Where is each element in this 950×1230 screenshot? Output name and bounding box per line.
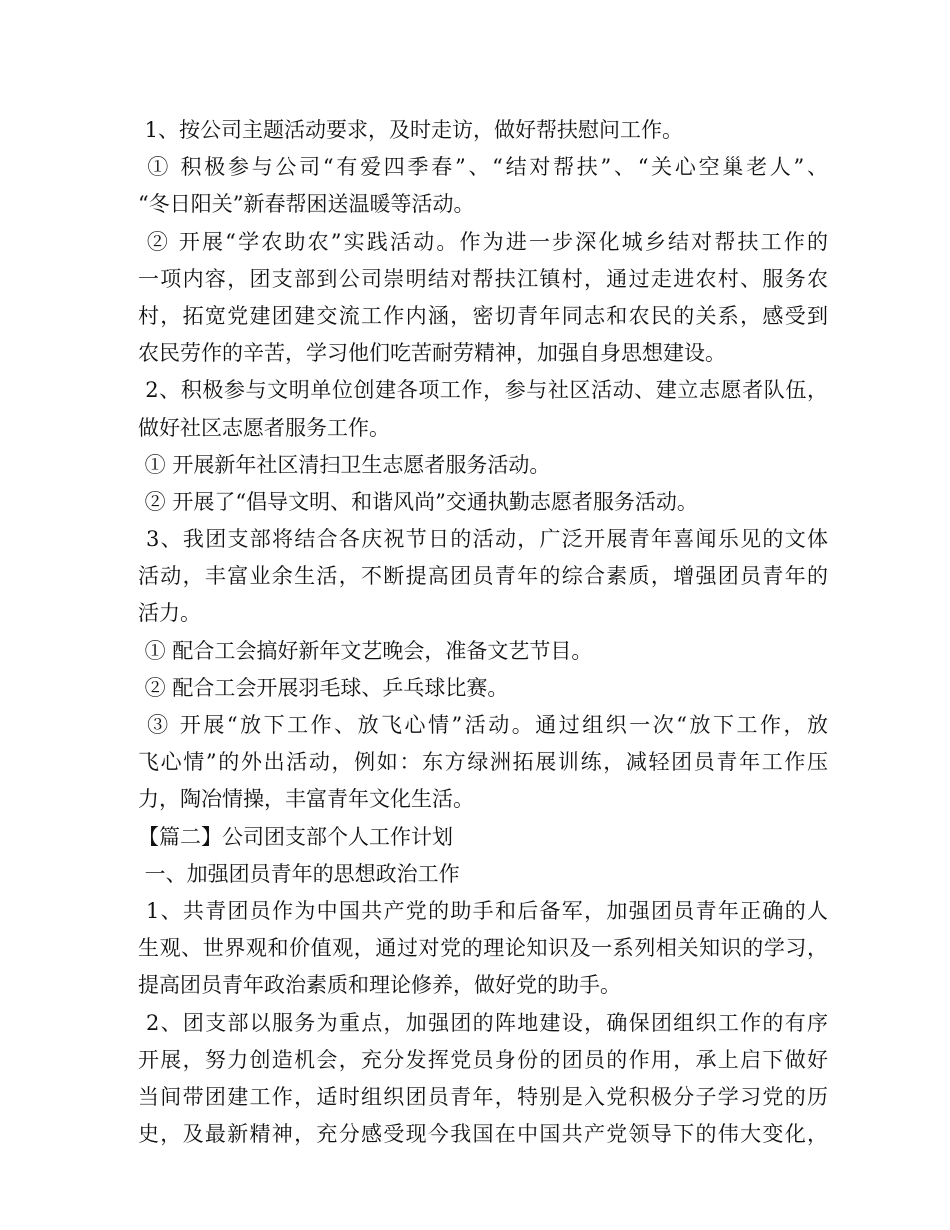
text-line: 1、按公司主题活动要求，及时走访，做好帮扶慰问工作。 <box>138 118 684 142</box>
text-line: 村，拓宽党建团建交流工作内涵，密切青年同志和农民的关系，感受到 <box>138 303 828 328</box>
text-line: 生观、世界观和价值观，通过对党的理论知识及一系列相关知识的学习， <box>138 936 828 961</box>
text-line: 史，及最新精神，充分感受现今我国在中国共产党领导下的伟大变化， <box>138 1122 828 1147</box>
text-line: 1、共青团员作为中国共产党的助手和后备军，加强团员青年正确的人 <box>138 898 828 923</box>
text-line: 活力。 <box>138 601 201 626</box>
section-heading: 【篇二】公司团支部个人工作计划 <box>138 824 453 849</box>
text-line: ② 配合工会开展羽毛球、乒乓球比赛。 <box>138 675 509 700</box>
text-line: 活动，丰富业余生活，不断提高团员青年的综合素质，增强团员青年的 <box>138 564 828 589</box>
text-line: 力，陶冶情操，丰富青年文化生活。 <box>138 787 474 812</box>
text-line: ① 积极参与公司“有爱四季春”、“结对帮扶”、“关心空巢老人”、 <box>138 155 828 180</box>
subsection-heading: 一、加强团员青年的思想政治工作 <box>138 861 460 886</box>
text-line: 2、积极参与文明单位创建各项工作，参与社区活动、建立志愿者队伍， <box>138 378 828 403</box>
text-line: 3、我团支部将结合各庆祝节日的活动，广泛开展青年喜闻乐见的文体 <box>138 527 828 552</box>
text-line: “冬日阳关”新春帮困送温暖等活动。 <box>138 192 475 217</box>
text-line: 2、团支部以服务为重点，加强团的阵地建设，确保团组织工作的有序 <box>138 1010 828 1035</box>
text-line: ① 开展新年社区清扫卫生志愿者服务活动。 <box>138 452 551 477</box>
text-line: ② 开展了“倡导文明、和谐风尚”交通执勤志愿者服务活动。 <box>138 489 698 514</box>
text-line: ② 开展“学农助农”实践活动。作为进一步深化城乡结对帮扶工作的 <box>138 229 828 254</box>
text-line: 开展，努力创造机会，充分发挥党员身份的团员的作用，承上启下做好 <box>138 1047 828 1072</box>
text-line: ③ 开展“放下工作、放飞心情”活动。通过组织一次“放下工作，放 <box>138 713 828 737</box>
text-line: 提高团员青年政治素质和理论修养，做好党的助手。 <box>138 973 621 998</box>
text-line: 飞心情”的外出活动，例如：东方绿洲拓展训练，减轻团员青年工作压 <box>138 750 828 775</box>
text-line: 当间带团建工作，适时组织团员青年，特别是入党积极分子学习党的历 <box>138 1084 828 1109</box>
text-line: 做好社区志愿者服务工作。 <box>138 415 390 440</box>
text-line: 农民劳作的辛苦，学习他们吃苦耐劳精神，加强自身思想建设。 <box>138 341 726 366</box>
document-body <box>138 112 828 1153</box>
text-line: ① 配合工会搞好新年文艺晚会，准备文艺节目。 <box>138 638 593 663</box>
text-line: 一项内容，团支部到公司崇明结对帮扶江镇村，通过走进农村、服务农 <box>138 266 828 291</box>
